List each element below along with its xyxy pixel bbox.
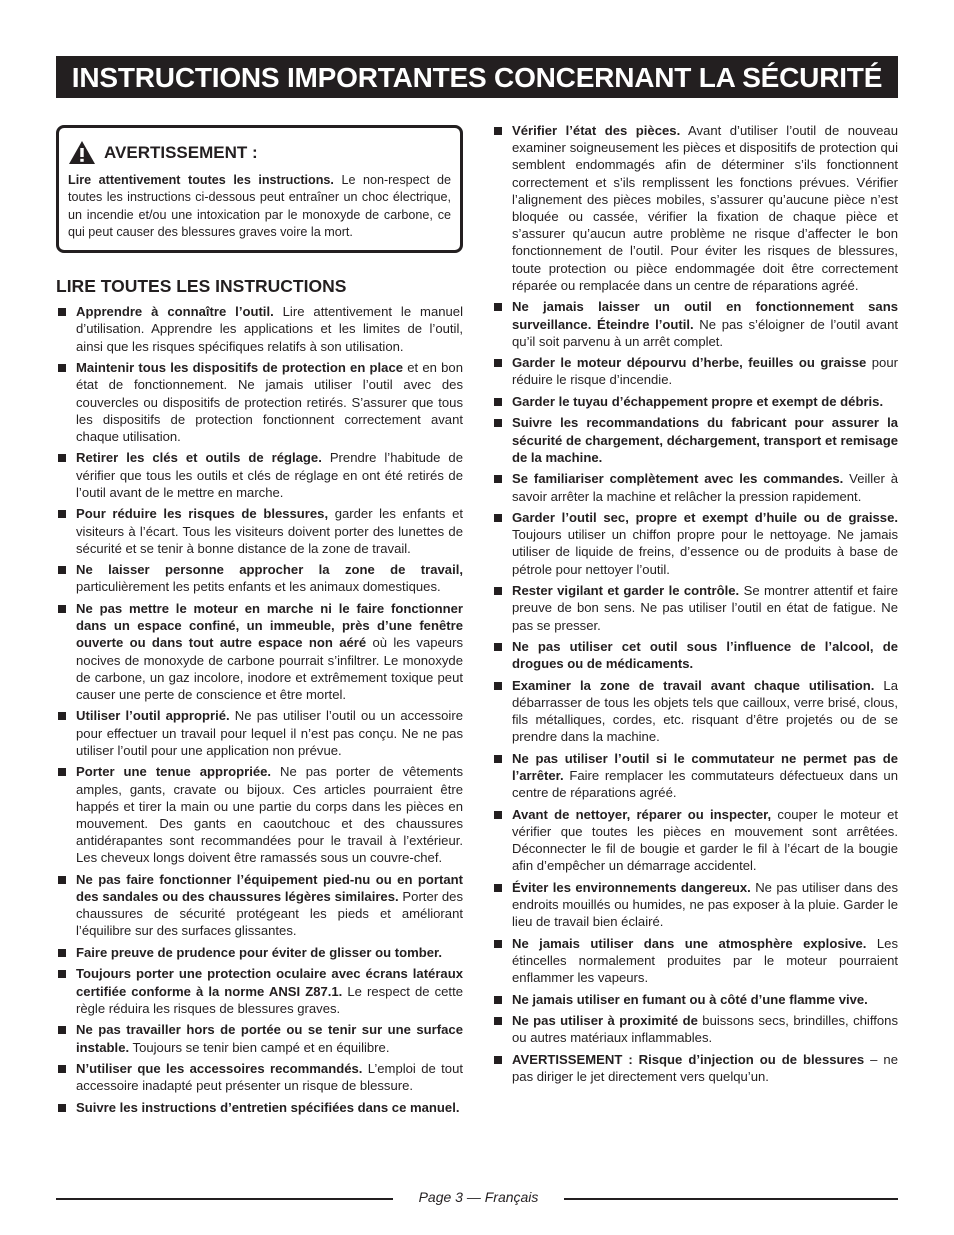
item-bold-text: Ne pas mettre le moteur en marche ni le faire fonctionner dans un espace confiné, un immeuble, près d’une fenêtre ouverte ou dans tout autre espace non aéré bbox=[76, 600, 463, 651]
list-item bbox=[56, 707, 463, 759]
right-column bbox=[492, 122, 898, 1090]
item-bold-text: N’utiliser que les accessoires recommandés. bbox=[76, 1061, 363, 1077]
list-item bbox=[492, 638, 898, 672]
item-bold-text: Ne pas utiliser à proximité de bbox=[512, 1013, 698, 1029]
list-item bbox=[492, 298, 898, 350]
item-bold-text: Ne pas travailler hors de portée ou se tenir sur une surface instable. bbox=[76, 1022, 463, 1055]
list-item bbox=[492, 414, 898, 466]
item-bold-text: Porter une tenue appropriée. bbox=[76, 764, 272, 780]
list-item bbox=[56, 944, 463, 961]
bullet-square-icon bbox=[58, 566, 66, 574]
warning-text bbox=[68, 172, 451, 241]
item-text: Se montrer attentif et faire preuve de bon sens. Ne pas utiliser l’outil en état de fatigue. Ne pas se presser. bbox=[512, 583, 898, 633]
list-item bbox=[56, 1099, 463, 1116]
item-bold-text: Ne laisser personne approcher la zone de travail, bbox=[76, 562, 463, 578]
bullet-square-icon bbox=[58, 1104, 66, 1112]
bullet-square-icon bbox=[494, 127, 502, 135]
item-text: pour réduire le risque d’incendie. bbox=[512, 355, 898, 388]
item-bold-text: Ne pas utiliser cet outil sous l’influence de l’alcool, de drogues ou de médicaments. bbox=[512, 639, 898, 672]
bullet-square-icon bbox=[58, 970, 66, 978]
list-item bbox=[492, 750, 898, 802]
list-item bbox=[492, 806, 898, 875]
bullet-square-icon bbox=[58, 1026, 66, 1034]
item-bold-text: Ne jamais utiliser dans une atmosphère explosive. bbox=[512, 935, 867, 951]
section-title: LIRE TOUTES LES INSTRUCTIONS bbox=[56, 276, 347, 297]
list-item bbox=[492, 393, 898, 410]
bullet-square-icon bbox=[58, 1065, 66, 1073]
page-footer bbox=[56, 1188, 898, 1208]
list-item bbox=[492, 354, 898, 388]
bullet-square-icon bbox=[58, 768, 66, 776]
item-bold-text: Toujours porter une protection oculaire avec écrans latéraux certifiée conforme à la norme ANSI Z87.1. bbox=[76, 966, 463, 999]
item-bold-text: Maintenir tous les dispositifs de protection en place bbox=[76, 360, 404, 376]
bullet-square-icon bbox=[494, 811, 502, 819]
item-text: – ne pas diriger le jet directement vers quelqu’un. bbox=[512, 1051, 898, 1085]
bullet-square-icon bbox=[494, 1017, 502, 1025]
list-item bbox=[492, 677, 898, 746]
page-number: Page 3 — Français bbox=[418, 1189, 539, 1205]
item-bold-text: Apprendre à connaître l’outil. bbox=[76, 304, 274, 320]
item-text: Ne pas utiliser l’outil ou un accessoire pour effectuer un travail pour lequel il n’est pas conçu. Ne ne pas utiliser l’outil pour une application non prévue. bbox=[76, 708, 463, 758]
bullet-square-icon bbox=[494, 475, 502, 483]
item-text: La débarrasser de tous les objets tels que cailloux, verre brisé, clous, fils métalliques, cordes, etc. risquant d’être projetés ou de se prendre dans la machine. bbox=[512, 677, 898, 745]
item-text: Toujours se tenir bien campé et en équilibre. bbox=[129, 1039, 390, 1055]
list-item bbox=[492, 935, 898, 987]
bullet-square-icon bbox=[494, 587, 502, 595]
item-text: garder les enfants et visiteurs à l’écart. Tous les visiteurs doivent porter des lunettes de sécurité et se tenir à bonne distance de la zone de travail. bbox=[76, 506, 463, 556]
left-instruction-list bbox=[56, 303, 463, 1116]
item-bold-text: Ne pas faire fonctionner l’équipement pied-nu ou en portant des sandales ou des chaussures légères similaires. bbox=[76, 871, 463, 905]
list-item bbox=[56, 359, 463, 445]
item-text: L’emploi de tout accessoire inadapté peut présenter un risque de blessure. bbox=[76, 1061, 463, 1094]
list-item bbox=[492, 879, 898, 931]
item-text: Les étincelles normalement produites par le moteur pourraient enflammer les vapeurs. bbox=[512, 935, 898, 986]
bullet-square-icon bbox=[58, 949, 66, 957]
bullet-square-icon bbox=[494, 996, 502, 1004]
item-text: Ne pas utiliser dans des endroits mouillés ou humides, ne pas exposer à la pluie. Garder le lieu de travail bien éclairé. bbox=[512, 879, 898, 930]
footer-rule-left bbox=[56, 1198, 393, 1200]
item-text: et en bon état de fonctionnement. Ne jamais utiliser l’outil avec des couvercles ou dispositifs de protection retirés. S’assurer que tous les dispositifs de protection fonctionnent correctement avant chaque utilisation. bbox=[76, 360, 463, 444]
warning-bold: Lire attentivement toutes les instructions. bbox=[68, 173, 334, 187]
warning-body: Le non-respect de toutes les instructions ci-dessous peut entraîner un choc électrique, un incendie et/ou une intoxication par le monoxyde de carbone, ce qui peut causer des blessures graves voire la mort. bbox=[68, 173, 451, 239]
list-item bbox=[56, 303, 463, 355]
list-item bbox=[56, 600, 463, 703]
item-text: Ne pas s’éloigner de l’outil avant qu’il soit parvenu à un arrêt complet. bbox=[512, 316, 899, 349]
bullet-square-icon bbox=[58, 364, 66, 372]
list-item bbox=[56, 1060, 463, 1094]
page-title: INSTRUCTIONS IMPORTANTES CONCERNANT LA SÉCURITÉ bbox=[56, 56, 898, 98]
item-bold-text: Vérifier l’état des pièces. bbox=[512, 123, 681, 138]
list-item bbox=[56, 561, 463, 595]
bullet-square-icon bbox=[494, 884, 502, 892]
list-item bbox=[56, 505, 463, 557]
item-bold-text: Garder le tuyau d’échappement propre et exempt de débris. bbox=[512, 393, 884, 409]
item-bold-text: Ne pas utiliser l’outil si le commutateur ne permet pas de l’arrêter. bbox=[512, 750, 898, 784]
item-text: Prendre l’habitude de vérifier que tous les outils et clés de réglage en ont été retirés de l’outil avant de le mettre en marche. bbox=[76, 450, 463, 500]
item-bold-text: Suivre les instructions d’entretien spécifiées dans ce manuel. bbox=[76, 1099, 460, 1115]
item-text: Ne pas porter de vêtements amples, gants, cravate ou bijoux. Ces articles pourraient être happés et tirer la main ou une partie du corps dans les pièces en mouvement. Des gants en caoutchouc et des chaussures antidérapantes sont recommandées pour le travail à l’extérieur. Les cheveux longs doivent être ramassés sous un couvre-chef. bbox=[76, 764, 464, 866]
item-bold-text: Examiner la zone de travail avant chaque utilisation. bbox=[512, 677, 875, 693]
item-text: Veiller à savoir arrêter la machine et relâcher la pression rapidement. bbox=[512, 471, 898, 504]
item-bold-text: Rester vigilant et garder le contrôle. bbox=[512, 583, 740, 599]
bullet-square-icon bbox=[494, 514, 502, 522]
footer-rule-right bbox=[564, 1198, 898, 1200]
bullet-square-icon bbox=[58, 308, 66, 316]
bullet-square-icon bbox=[494, 940, 502, 948]
bullet-square-icon bbox=[58, 454, 66, 462]
right-instruction-list bbox=[492, 122, 898, 1085]
bullet-square-icon bbox=[58, 605, 66, 613]
bullet-square-icon bbox=[494, 755, 502, 763]
item-bold-text: AVERTISSEMENT : Risque d’injection ou de blessures bbox=[512, 1051, 865, 1067]
list-item bbox=[56, 1021, 463, 1055]
warning-title: AVERTISSEMENT : bbox=[104, 142, 258, 162]
item-text: buissons secs, brindilles, chiffons ou autres matériaux inflammables. bbox=[512, 1013, 898, 1046]
item-bold-text: Ne jamais utiliser en fumant ou à côté d’une flamme vive. bbox=[512, 991, 868, 1007]
warning-triangle-icon bbox=[68, 140, 96, 165]
bullet-square-icon bbox=[494, 1056, 502, 1064]
list-item bbox=[492, 1012, 898, 1046]
bullet-square-icon bbox=[494, 303, 502, 311]
item-bold-text: Avant de nettoyer, réparer ou inspecter, bbox=[512, 806, 772, 822]
bullet-square-icon bbox=[494, 419, 502, 427]
list-item bbox=[492, 582, 898, 634]
list-item bbox=[492, 122, 898, 294]
list-item bbox=[492, 470, 898, 504]
item-text: Porter des chaussures de sécurité protégeant les pieds et améliorant l’équilibre sur des surfaces glissantes. bbox=[76, 889, 463, 939]
item-bold-text: Pour réduire les risques de blessures, bbox=[76, 506, 329, 522]
bullet-square-icon bbox=[58, 510, 66, 518]
item-bold-text: Faire preuve de prudence pour éviter de glisser ou tomber. bbox=[76, 944, 443, 960]
item-bold-text: Se familiariser complètement avec les commandes. bbox=[512, 471, 844, 487]
bullet-square-icon bbox=[58, 876, 66, 884]
list-item bbox=[56, 871, 463, 940]
item-bold-text: Ne jamais laisser un outil en fonctionnement sans surveillance. Éteindre l’outil. bbox=[512, 299, 898, 332]
list-item bbox=[492, 509, 898, 578]
item-text: couper le moteur et vérifier que toutes les pièces en mouvement sont arrêtées. Déconnecter le fil de bougie et garder le fil à l’écart de la bougie afin d’empêcher un démarrage accidentel. bbox=[512, 806, 898, 874]
item-text: Avant d’utiliser l’outil de nouveau examiner soigneusement les pièces et dispositifs de protection qui semblent endommagés afin de déterminer s’ils fonctionnent correctement et s’ils remplissent les fonctions prévues. Vérifier l’alignement des pièces mobiles, s’assurer qu’aucune pièce n’est bloquée ou cassée, vérifier la fixation de chaque pièce et s’assurer qu’aucun autre problème ne risque d’affecter le bon fonctionnement de l’outil. Pour éviter les risques de blessures, toute protection ou pièce endommagée doit être correctement réparée ou remplacée dans un centre de réparations agréé. bbox=[512, 123, 898, 293]
warning-header bbox=[68, 140, 451, 165]
item-bold-text: Utiliser l’outil approprié. bbox=[76, 708, 230, 724]
list-item bbox=[56, 965, 463, 1017]
item-bold-text: Retirer les clés et outils de réglage. bbox=[76, 450, 322, 466]
item-text: Faire remplacer les commutateurs défectueux dans un centre de réparations agréé. bbox=[512, 768, 898, 801]
list-item bbox=[56, 449, 463, 501]
list-item bbox=[492, 991, 898, 1008]
item-bold-text: Garder le moteur dépourvu d’herbe, feuilles ou graisse bbox=[512, 355, 867, 371]
item-bold-text: Garder l’outil sec, propre et exempt d’huile ou de graisse. bbox=[512, 510, 898, 526]
left-column bbox=[56, 125, 463, 1120]
item-text: Lire attentivement le manuel d’utilisation. Apprendre les applications et les limites de l’outil, ainsi que les risques spécifiques relatifs à son utilisation. bbox=[76, 304, 463, 354]
item-text: particulièrement les petits enfants et les animaux domestiques. bbox=[76, 579, 441, 595]
bullet-square-icon bbox=[494, 682, 502, 690]
bullet-square-icon bbox=[58, 712, 66, 720]
item-text: où les vapeurs nocives de monoxyde de carbone pourrait s’infiltrer. Le monoxyde de carbone, un gaz incolore, inodore et extrêmement toxique peut causer une perte de conscience et être mortel. bbox=[76, 635, 463, 702]
item-bold-text: Suivre les recommandations du fabricant pour assurer la sécurité de chargement, déchargement, transport et remisage de la machine. bbox=[512, 415, 898, 465]
item-bold-text: Éviter les environnements dangereux. bbox=[512, 879, 751, 895]
bullet-square-icon bbox=[494, 398, 502, 406]
item-text: Toujours utiliser un chiffon propre pour le nettoyage. Ne jamais utiliser de liquide de freins, d’essence ou de produits à base de pétrole pour nettoyer l’outil. bbox=[512, 527, 898, 577]
list-item bbox=[492, 1051, 898, 1085]
item-text: Le respect de cette règle réduira les risques de blessures graves. bbox=[76, 983, 463, 1016]
list-item bbox=[56, 763, 463, 866]
warning-box bbox=[56, 125, 463, 253]
bullet-square-icon bbox=[494, 643, 502, 651]
bullet-square-icon bbox=[494, 359, 502, 367]
